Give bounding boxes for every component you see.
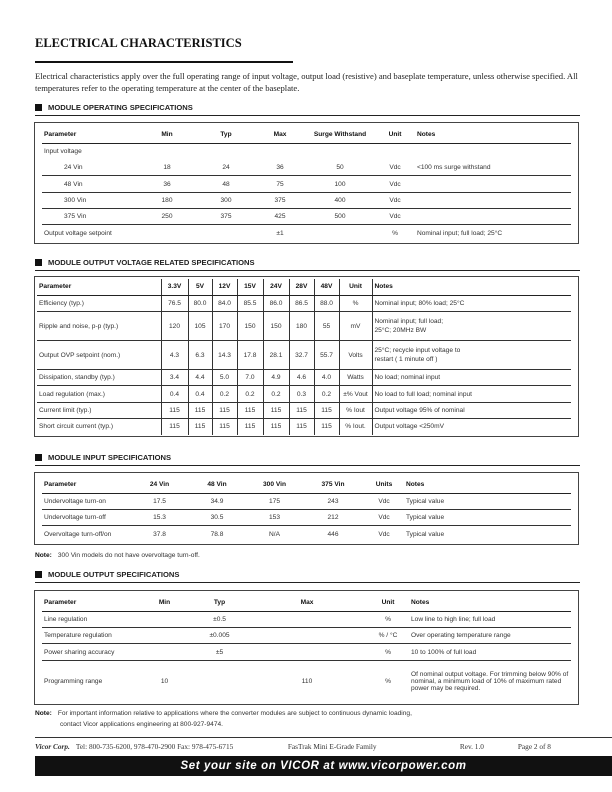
table-cell [197, 225, 255, 241]
table-cell: 36 [137, 176, 197, 192]
table-row [42, 660, 571, 702]
table-cell: 6.3 [188, 341, 212, 370]
output-specs-table [42, 595, 571, 702]
column-header: Notes [409, 595, 571, 611]
table-cell: Vdc [375, 208, 415, 224]
table-cell: % [392, 229, 398, 237]
table-cell: 86.5 [289, 295, 314, 311]
section-heading-output-voltage [35, 258, 580, 271]
table-cell: 300 Vin [42, 192, 137, 208]
bullet-square-icon [35, 259, 42, 266]
table-cell: 250 [137, 208, 197, 224]
table-cell: 110 [301, 677, 313, 685]
table-cell: 4.0 [314, 370, 339, 386]
column-header: Notes [404, 477, 571, 493]
table-cell: 180 [289, 312, 314, 341]
column-header: 15V [237, 279, 263, 295]
table-cell: Typical value [404, 493, 571, 509]
column-header: 375 Vin [302, 477, 364, 493]
table-cell: % [367, 611, 409, 627]
table-cell: 10 to 100% of full load [409, 644, 571, 660]
table-cell: % Iout [339, 402, 372, 418]
table-cell: 446 [327, 530, 339, 538]
table-cell: N/A [269, 530, 280, 538]
page-title: ELECTRICAL CHARACTERISTICS [35, 36, 242, 50]
table-cell: 55.7 [314, 341, 339, 370]
table-cell: 100 [305, 176, 375, 192]
table-cell: 78.8 [210, 530, 224, 538]
column-header: 24V [263, 279, 289, 295]
table-cell: 4.6 [289, 370, 314, 386]
table-cell: 425 [255, 208, 305, 224]
column-header: Typ [192, 595, 247, 611]
table-cell: Temperature regulation [42, 628, 137, 644]
input-specs-table [42, 477, 571, 542]
table-cell: Short circuit current (typ.) [37, 418, 161, 434]
section-title: MODULE OUTPUT VOLTAGE RELATED SPECIFICATIONS [48, 258, 255, 267]
column-header: Min [137, 595, 192, 611]
table-cell: Load regulation (max.) [37, 386, 161, 402]
table-cell: 115 [237, 402, 263, 418]
table-cell: 17.5 [132, 493, 187, 509]
table-cell: 84.0 [212, 295, 237, 311]
column-header: Notes [372, 279, 571, 295]
column-header: 3.3V [161, 279, 188, 295]
table-cell: 0.2 [212, 386, 237, 402]
table-cell: Undervoltage turn-off [42, 510, 132, 526]
table-cell: Vdc [364, 510, 404, 526]
footer-contact: Tel: 800-735-6200, 978-470-2900 Fax: 978-475-6715 [75, 742, 234, 751]
table-row [42, 160, 571, 176]
table-cell: Nominal input; 80% load; 25°C [372, 295, 571, 311]
table-cell: 28.1 [263, 341, 289, 370]
table-cell: Of nominal output voltage. For trimming below 90% of nominal, a minimum load of 10% of maximum rated power may be required. [411, 670, 569, 692]
table-row [37, 402, 571, 418]
table-row [37, 370, 571, 386]
table-cell [415, 143, 571, 159]
column-header: 28V [289, 279, 314, 295]
table-cell: Vdc [378, 530, 390, 538]
table-cell: Output voltage 95% of nominal [372, 402, 571, 418]
section-heading-input [35, 453, 580, 466]
table-cell: Typical value [406, 530, 445, 538]
table-cell: 86.0 [263, 295, 289, 311]
table-row [42, 176, 571, 192]
table-cell: 115 [188, 402, 212, 418]
table-cell: 115 [188, 418, 212, 434]
table-cell: 375 Vin [42, 208, 137, 224]
table-cell [137, 143, 197, 159]
bullet-square-icon [35, 104, 42, 111]
table-cell: Vdc [364, 493, 404, 509]
table-cell: 30.5 [187, 510, 247, 526]
table-cell: 75 [255, 176, 305, 192]
table-cell: 32.7 [289, 341, 314, 370]
table-cell: mV [339, 312, 372, 341]
footer-banner: Set your site on VICOR at www.vicorpower.com [35, 756, 612, 776]
table-cell: No load; nominal input [372, 370, 571, 386]
table-cell: 500 [305, 208, 375, 224]
note-text: For important information relative to applications where the converter modules are subject to continuous dynamic loading, [57, 710, 412, 717]
note-text: contact Vicor applications engineering at 800-927-9474. [60, 721, 224, 728]
table-cell [415, 176, 571, 192]
column-header: Max [255, 127, 305, 143]
table-cell: % [339, 295, 372, 311]
table-row [42, 628, 571, 644]
column-header: 48 Vin [187, 477, 247, 493]
table-cell: 10 [160, 677, 169, 685]
column-header: Min [137, 127, 197, 143]
table-row [42, 510, 571, 526]
table-cell: 0.3 [289, 386, 314, 402]
table-cell: Vdc [375, 160, 415, 176]
table-cell: 170 [212, 312, 237, 341]
table-cell: Dissipation, standby (typ.) [37, 370, 161, 386]
table-cell: 0.2 [263, 386, 289, 402]
table-cell [137, 225, 197, 241]
table-cell: 0.4 [188, 386, 212, 402]
table-cell: 80.0 [188, 295, 212, 311]
section-title: MODULE OPERATING SPECIFICATIONS [48, 103, 193, 112]
footer-company: Vicor Corp. [35, 742, 70, 751]
table-cell: 115 [161, 418, 188, 434]
table-cell: 115 [263, 418, 289, 434]
table-cell: 37.8 [153, 530, 166, 538]
table-cell: 48 Vin [42, 176, 137, 192]
table-cell: <100 ms surge withstand [415, 160, 571, 176]
output-note [35, 708, 412, 730]
table-cell: 115 [212, 402, 237, 418]
table-cell: 243 [302, 493, 364, 509]
table-cell: 115 [212, 418, 237, 434]
title-underline [35, 61, 293, 63]
table-cell: 153 [247, 510, 302, 526]
table-cell: Output voltage setpoint [44, 229, 112, 237]
table-row [42, 225, 571, 241]
table-cell: Typical value [404, 510, 571, 526]
table-cell: ±1 [276, 229, 284, 237]
table-cell [137, 611, 192, 627]
table-cell: 0.2 [237, 386, 263, 402]
table-cell: 36 [255, 160, 305, 176]
table-cell: Vdc [375, 192, 415, 208]
table-cell: No load to full load; nominal input [372, 386, 571, 402]
column-header: 12V [212, 279, 237, 295]
table-cell: 115 [289, 418, 314, 434]
column-header: Parameter [42, 477, 132, 493]
column-header: Unit [339, 279, 372, 295]
table-cell: Efficiency (typ.) [37, 295, 161, 311]
column-header: Max [247, 595, 367, 611]
table-row [42, 192, 571, 208]
input-note [35, 550, 200, 561]
table-cell [192, 660, 247, 702]
table-cell: 150 [237, 312, 263, 341]
column-header: Unit [367, 595, 409, 611]
note-text: 300 Vin models do not have overvoltage turn-off. [57, 552, 200, 559]
column-header: 48V [314, 279, 339, 295]
table-cell [305, 143, 375, 159]
table-cell: 400 [305, 192, 375, 208]
table-cell [137, 644, 192, 660]
operating-specs-table-box [34, 122, 579, 244]
footer-rule [35, 737, 612, 738]
section-title: MODULE INPUT SPECIFICATIONS [48, 453, 172, 462]
column-header: Units [364, 477, 404, 493]
intro-paragraph: Electrical characteristics apply over the full operating range of input voltage, output load (resistive) and baseplate temperature, unless otherwise specified. All temperatures refer to the operating temperature at the center of the baseplate. [35, 71, 578, 93]
table-row [42, 611, 571, 627]
table-cell: Nominal input; full load; 25°C [417, 229, 503, 237]
table-cell: 300 [197, 192, 255, 208]
table-cell: ±5 [192, 644, 247, 660]
column-header: Notes [415, 127, 571, 143]
table-cell: 18 [137, 160, 197, 176]
table-cell: Volts [339, 341, 372, 370]
table-row [42, 526, 571, 542]
table-cell: 0.4 [161, 386, 188, 402]
table-cell: 115 [314, 402, 339, 418]
table-cell: 15.3 [132, 510, 187, 526]
table-cell: ±0.5 [192, 611, 247, 627]
table-cell: Ripple and noise, p-p (typ.) [37, 312, 161, 341]
table-cell: % [367, 644, 409, 660]
column-header: Parameter [42, 595, 137, 611]
table-row [42, 208, 571, 224]
column-header: 300 Vin [247, 477, 302, 493]
table-row [37, 341, 571, 370]
table-cell: 120 [161, 312, 188, 341]
section-title: MODULE OUTPUT SPECIFICATIONS [48, 570, 180, 579]
table-cell: Output voltage <250mV [374, 423, 444, 431]
table-cell: 115 [161, 402, 188, 418]
table-cell: Watts [339, 370, 372, 386]
table-cell: 5.0 [212, 370, 237, 386]
table-cell: 150 [263, 312, 289, 341]
table-cell: 375 [255, 192, 305, 208]
table-cell: Low line to high line; full load [409, 611, 571, 627]
footer-revision: Rev. 1.0 [459, 742, 484, 751]
table-cell: 115 [263, 402, 289, 418]
column-header: Surge Withstand [305, 127, 375, 143]
table-cell [137, 628, 192, 644]
table-cell: 375 [197, 208, 255, 224]
table-cell [415, 208, 571, 224]
table-cell: 25°C; recycle input voltage to restart ( 1 minute off ) [372, 341, 571, 370]
table-cell: 14.3 [212, 341, 237, 370]
table-row [37, 295, 571, 311]
table-cell [247, 644, 367, 660]
table-cell: Line regulation [42, 611, 137, 627]
table-cell: 115 [289, 402, 314, 418]
table-cell: 3.4 [161, 370, 188, 386]
table-cell [375, 143, 415, 159]
table-cell: 0.2 [314, 386, 339, 402]
table-cell: 24 [197, 160, 255, 176]
table-cell: 212 [302, 510, 364, 526]
table-cell: 88.0 [314, 295, 339, 311]
output-voltage-table-box [34, 276, 579, 437]
table-cell: 85.5 [237, 295, 263, 311]
table-cell: ±% Vout [339, 386, 372, 402]
table-cell: 48 [197, 176, 255, 192]
column-header: 24 Vin [132, 477, 187, 493]
table-cell: 24 Vin [42, 160, 137, 176]
footer [35, 742, 612, 751]
table-cell: Current limit (typ.) [37, 402, 161, 418]
section-heading-output [35, 570, 580, 583]
table-row [37, 418, 571, 434]
output-voltage-specs-table [37, 279, 571, 435]
table-cell: Input voltage [44, 148, 82, 156]
table-row [42, 644, 571, 660]
table-cell: 115 [314, 418, 339, 434]
table-cell: % [385, 677, 391, 685]
table-cell: 55 [314, 312, 339, 341]
table-row [42, 493, 571, 509]
table-row [37, 386, 571, 402]
table-cell: 34.9 [187, 493, 247, 509]
table-cell [247, 628, 367, 644]
table-cell: 76.5 [161, 295, 188, 311]
input-specs-table-box [34, 472, 579, 545]
table-cell [247, 611, 367, 627]
table-cell [415, 192, 571, 208]
bullet-square-icon [35, 571, 42, 578]
table-row [42, 143, 571, 159]
table-cell [197, 143, 255, 159]
table-cell: 105 [188, 312, 212, 341]
table-cell [305, 225, 375, 241]
note-label: Note: [35, 552, 52, 559]
column-header: Parameter [37, 279, 161, 295]
output-specs-table-box [34, 590, 579, 705]
table-cell: % / °C [367, 628, 409, 644]
bullet-square-icon [35, 454, 42, 461]
table-cell: 115 [237, 418, 263, 434]
table-cell [255, 143, 305, 159]
table-cell: 17.8 [237, 341, 263, 370]
table-cell: Overvoltage turn-off/on [44, 530, 112, 538]
column-header: 5V [188, 279, 212, 295]
column-header: Typ [197, 127, 255, 143]
section-heading-operating [35, 103, 580, 116]
table-cell: 4.4 [188, 370, 212, 386]
table-cell: 4.9 [263, 370, 289, 386]
table-cell: Undervoltage turn-on [42, 493, 132, 509]
table-cell: % Iout. [339, 418, 372, 434]
table-cell: Output OVP setpoint (nom.) [37, 341, 161, 370]
table-row [37, 312, 571, 341]
table-cell: Over operating temperature range [409, 628, 571, 644]
table-cell: ±0.005 [192, 628, 247, 644]
note-label: Note: [35, 710, 52, 717]
table-cell: 50 [305, 160, 375, 176]
operating-specs-table [42, 127, 571, 241]
table-cell: 7.0 [237, 370, 263, 386]
footer-family: FasTrak Mini E-Grade Family [287, 742, 377, 751]
table-cell: 4.3 [161, 341, 188, 370]
table-cell: Power sharing accuracy [42, 644, 137, 660]
table-cell: Nominal input; full load; 25°C; 20MHz BW [372, 312, 571, 341]
table-cell: 175 [247, 493, 302, 509]
footer-page-number: Page 2 of 8 [517, 742, 551, 751]
column-header: Unit [375, 127, 415, 143]
table-cell: Vdc [375, 176, 415, 192]
table-cell: 180 [137, 192, 197, 208]
column-header: Parameter [42, 127, 137, 143]
table-cell: Programming range [44, 677, 103, 685]
